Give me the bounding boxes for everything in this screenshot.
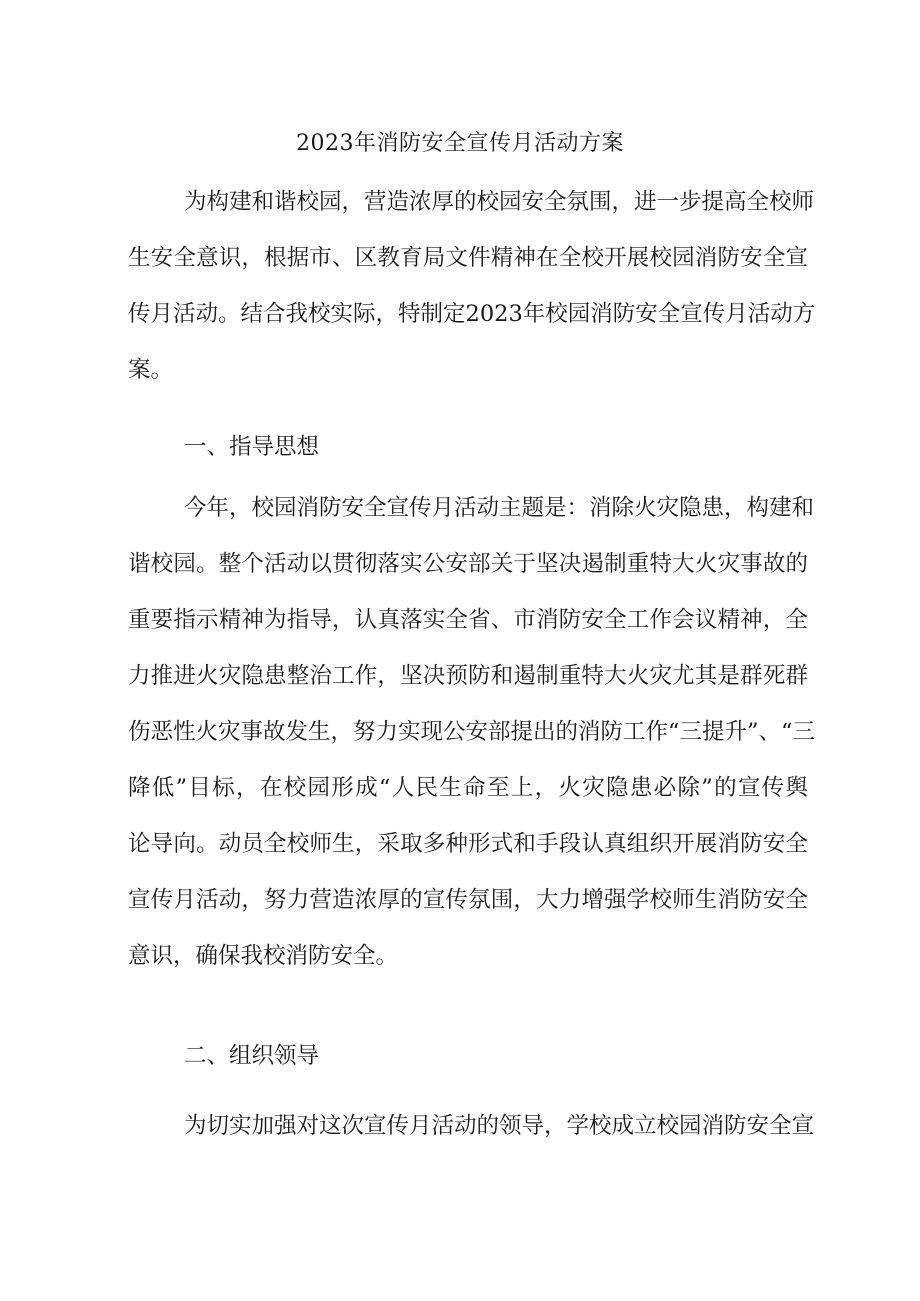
section2-paragraph	[128, 1098, 815, 1154]
intro-paragraph	[128, 174, 816, 398]
section1-line-6: 降低”目标，在校园形成“人民生命至上，火灾隐患必除”的宣传舆	[128, 775, 808, 801]
section2-heading: 二、组织领导	[184, 1043, 320, 1069]
section1-line-8: 宣传月活动，努力营造浓厚的宣传氛围，大力增强学校师生消防安全	[128, 887, 808, 913]
section2-line-1: 为切实加强对这次宣传月活动的领导，学校成立校园消防安全宣	[184, 1113, 815, 1139]
intro-line-2: 生安全意识，根据市、区教育局文件精神在全校开展校园消防安全宣	[128, 245, 808, 271]
section1-line-1: 今年，校园消防安全宣传月活动主题是：消除火灾隐患，构建和	[184, 495, 815, 521]
section1-paragraph	[128, 480, 816, 984]
section1-heading: 一、指导思想	[184, 434, 320, 460]
document-title: 2023年消防安全宣传月活动方案	[296, 131, 624, 156]
section1-line-2: 谐校园。整个活动以贯彻落实公安部关于坚决遏制重特大火灾事故的	[128, 551, 808, 577]
section1-line-9: 意识，确保我校消防安全。	[128, 943, 399, 969]
intro-line-4: 案。	[128, 357, 174, 383]
section1-line-5: 伤恶性火灾事故发生，努力实现公安部提出的消防工作“三提升”、“三	[128, 719, 816, 745]
section1-line-3: 重要指示精神为指导，认真落实全省、市消防安全工作会议精神，全	[128, 607, 808, 633]
section1-line-7: 论导向。动员全校师生，采取多种形式和手段认真组织开展消防安全	[128, 831, 808, 857]
intro-line-1: 为构建和谐校园，营造浓厚的校园安全氛围，进一步提高全校师	[184, 189, 815, 215]
section1-line-4: 力推进火灾隐患整治工作，坚决预防和遏制重特大火灾尤其是群死群	[128, 663, 808, 689]
intro-line-3: 传月活动。结合我校实际，特制定2023年校园消防安全宣传月活动方	[128, 301, 816, 327]
